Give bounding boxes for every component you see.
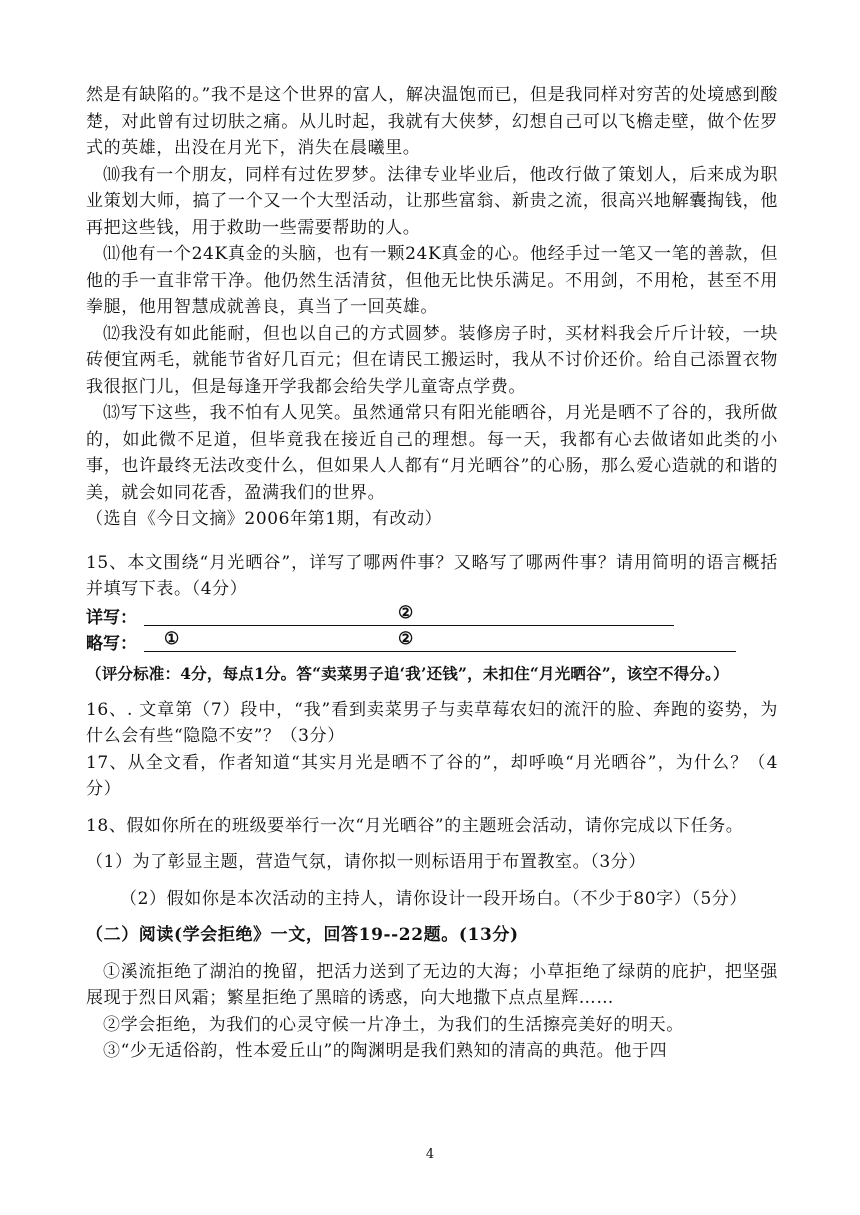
- section-2-paragraph-1: ①溪流拒绝了湖泊的挽留，把活力送到了无边的大海；小草拒绝了绿荫的庇护，把坚强展现于烈日风霜；繁星拒绝了黑暗的诱惑，向大地撒下点点星辉……: [86, 961, 778, 1008]
- brief-answer-line[interactable]: [144, 651, 736, 652]
- document-page: [86, 82, 778, 1065]
- detail-answer-line[interactable]: [144, 625, 674, 626]
- paragraph-9-continued: 然是有缺陷的。”我不是这个世界的富人，解决温饱而已，但是我同样对穷苦的处境感到酸楚，对此曾有过切肤之痛。从儿时起，我就有大侠梦，幻想自己可以飞檐走壁，做个佐罗式的英雄，出没在月光下，消失在晨曦里。: [86, 85, 778, 158]
- question-18: 18、假如你所在的班级要举行一次“月光晒谷”的主题班会活动，请你完成以下任务。: [86, 815, 744, 836]
- section-2-paragraph-3: ③“少无适俗韵，性本爱丘山”的陶渊明是我们熟知的清高的典范。他于四: [103, 1041, 668, 1061]
- paragraph-13: ⒀写下这些，我不怕有人见笑。虽然通常只有阳光能晒谷，月光是晒不了谷的，我所做的，如此微不足道，但毕竟我在接近自己的理想。每一天，我都有心去做诸如此类的小事，也许最终无法改变什么，但如果人人都有“月光晒谷”的心肠，那么爱心造就的和谐的美，就会如同花香，盈满我们的世界。: [86, 403, 778, 503]
- section-2-heading: （二）阅读(学会拒绝》一文，回答19--22题。(13分): [86, 925, 519, 945]
- brief-mark-2: ②: [398, 628, 414, 649]
- paragraph-11: ⑾他有一个24K真金的头脑，也有一颗24K真金的心。他经手过一笔又一笔的善款，但他的手一直非常干净。他仍然生活清贫，但他无比快乐满足。不用剑，不用枪，甚至不用拳腿，他用智慧成就善良，真当了一回英雄。: [86, 244, 778, 317]
- question-15: 15、本文围绕“月光晒谷”，详写了哪两件事？又略写了哪两件事？请用简明的语言概括并填写下表。（4分）: [86, 552, 778, 599]
- detail-label: 详写：: [86, 607, 137, 628]
- brief-fill-row: [86, 629, 778, 655]
- question-18-task-2: （2）假如你是本次活动的主持人，请你设计一段开场白。（不少于80字）（5分）: [120, 888, 748, 909]
- question-16: 16、. 文章第（7）段中，“我”看到卖菜男子与卖草莓农妇的流汗的脸、奔跑的姿势，为什么会有些“隐隐不安”？（3分）: [86, 699, 778, 746]
- detail-mark-2: ②: [398, 602, 414, 623]
- question-17: 17、从全文看，作者知道“其实月光是晒不了谷的”，却呼唤“月光晒谷”，为什么？（4分）: [86, 752, 778, 799]
- page-number: 4: [425, 1147, 435, 1162]
- brief-mark-1: ①: [164, 628, 180, 649]
- paragraph-12: ⑿我没有如此能耐，但也以自己的方式圆梦。装修房子时，买材料我会斤斤计较，一块砖便宜两毛，就能节省好几百元；但在请民工搬运时，我从不讨价还价。给自己添置衣物我很抠门儿，但是每逢开学我都会给失学儿童寄点学费。: [86, 323, 778, 397]
- source-note: （选自《今日文摘》2006年第1期，有改动）: [86, 509, 443, 529]
- brief-label: 略写：: [86, 633, 137, 654]
- scoring-note: （评分标准：4分，每点1分。答“卖菜男子追‘我’还钱”，未扣住“月光晒谷”，该空不得分。）: [86, 663, 729, 683]
- section-2-paragraph-2: ②学会拒绝，为我们的心灵守候一片净土，为我们的生活擦亮美好的明天。: [103, 1014, 684, 1035]
- question-18-task-1: （1）为了彰显主题，营造气氛，请你拟一则标语用于布置教室。（3分）: [86, 852, 646, 872]
- detail-fill-row: [86, 603, 778, 629]
- paragraph-10: ⑽我有一个朋友，同样有过佐罗梦。法律专业毕业后，他改行做了策划人，后来成为职业策划大师，搞了一个又一个大型活动，让那些富翁、新贵之流，很高兴地解囊掏钱，他再把这些钱，用于救助一些需要帮助的人。: [86, 164, 778, 238]
